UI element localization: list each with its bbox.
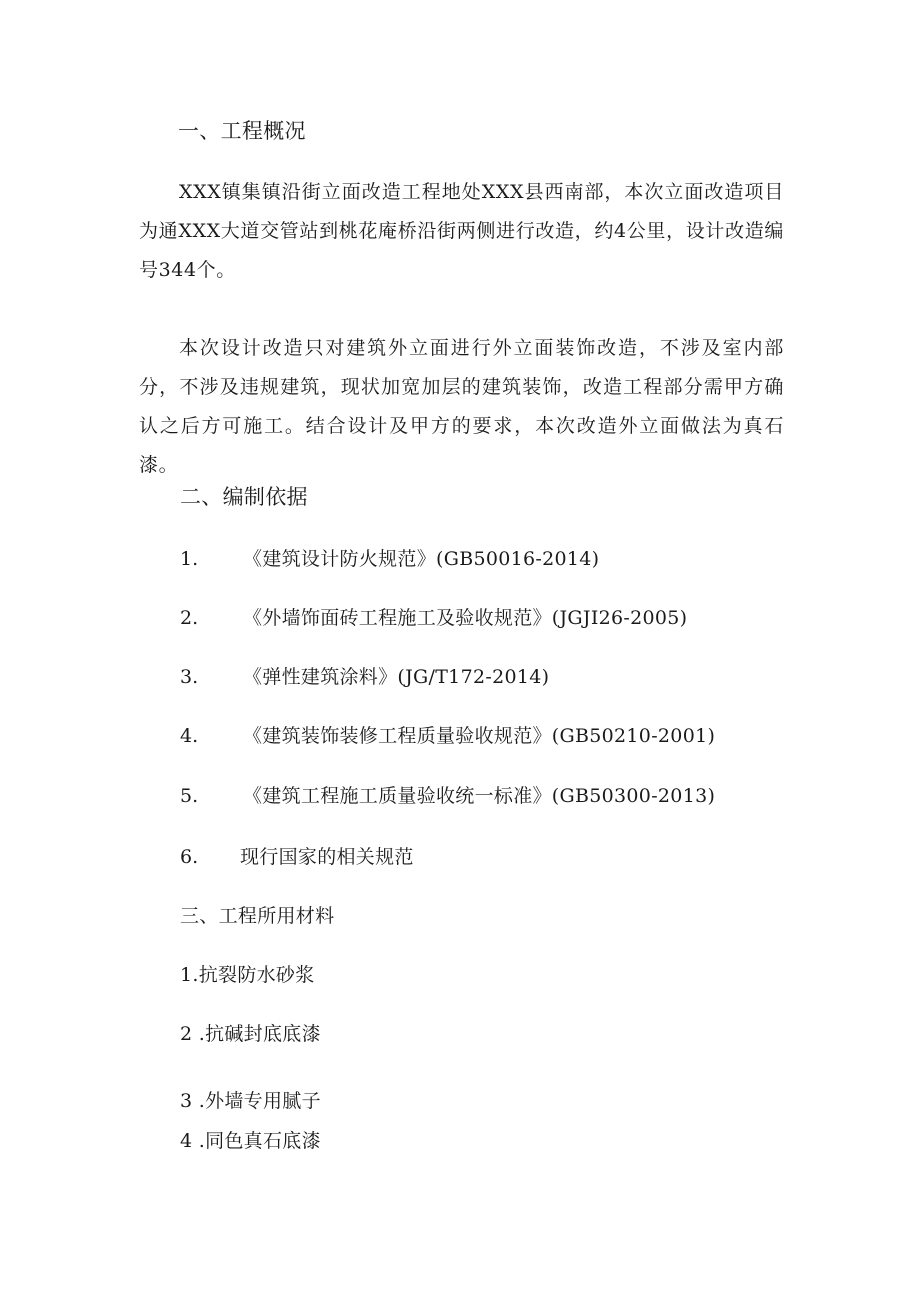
reference-title: 《建筑装饰装修工程质量验收规范》(GB50210-2001) [243,725,716,747]
reference-number: 1. [180,548,199,570]
material-item: 4 .同色真石底漆 [180,1130,321,1152]
reference-title: 《外墙饰面砖工程施工及验收规范》(JGJI26-2005) [243,607,688,629]
reference-title: 《建筑工程施工质量验收统一标准》(GB50300-2013) [243,785,716,807]
reference-title: 《建筑设计防火规范》(GB50016-2014) [243,548,600,570]
reference-number: 4. [180,725,199,747]
reference-number: 2. [180,607,199,629]
reference-number: 5. [180,785,199,807]
reference-title: 《弹性建筑涂料》(JG/T172-2014) [243,666,550,688]
reference-number: 6. [180,846,199,868]
reference-number: 3. [180,666,199,688]
section-1-paragraph-2: 本次设计改造只对建筑外立面进行外立面装饰改造，不涉及室内部分，不涉及违规建筑，现状加宽加层的建筑装饰，改造工程部分需甲方确认之后方可施工。结合设计及甲方的要求，本次改造外立面做法为真石漆。 [139,337,784,476]
material-item: 3 .外墙专用腻子 [180,1090,321,1112]
reference-title: 现行国家的相关规范 [240,846,414,868]
material-item: 2 .抗碱封底底漆 [180,1023,321,1045]
section-3-heading: 三、工程所用材料 [180,905,335,927]
section-1-paragraph-1: XXX镇集镇沿街立面改造工程地处XXX县西南部，本次立面改造项目为通XXX大道交管站到桃花庵桥沿街两侧进行改造，约4公里，设计改造编号344个。 [139,181,784,281]
section-2-heading: 二、编制依据 [180,485,308,509]
material-item: 1.抗裂防水砂浆 [180,964,315,986]
section-1-heading: 一、工程概况 [178,119,306,143]
